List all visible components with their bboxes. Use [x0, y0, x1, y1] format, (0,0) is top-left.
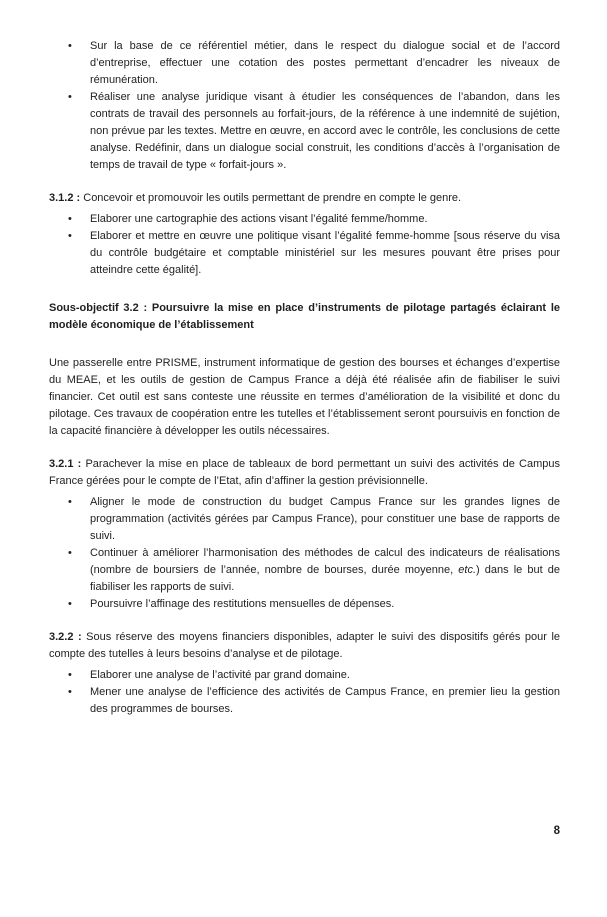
- list-item-text: Aligner le mode de construction du budget Campus France sur les grandes lignes de programmation (activités gérées par Campus France), pour constituer une base de rapports de suivi.: [90, 496, 560, 542]
- list-item-text: Sur la base de ce référentiel métier, dans le respect du dialogue social et de l’accord d’entreprise, effectuer une cotation des postes permettant d’encadrer les niveaux de rémunération.: [90, 40, 560, 86]
- list-item-text: Elaborer et mettre en œuvre une politique visant l’égalité femme-homme [sous réserve du visa du contrôle budgétaire et comptable ministériel sur les mesures pouvant être prises pour atteindre cette égalité].: [90, 230, 560, 276]
- section-312: [49, 190, 560, 279]
- list-item: [68, 596, 560, 613]
- page-number: 8: [553, 825, 560, 837]
- list-item: [68, 228, 560, 279]
- paragraph-text: Parachever la mise en place de tableaux de bord permettant un suivi des activités de Campus France gérées pour le compte de l’Etat, afin d’affiner la gestion prévisionnelle.: [49, 458, 560, 487]
- paragraph-number: 3.1.2 :: [49, 192, 81, 204]
- paragraph-text: Sous réserve des moyens financiers disponibles, adapter le suivi des dispositifs gérés pour le compte des tutelles à leurs besoins d’analyse et de pilotage.: [49, 631, 561, 660]
- bullet-icon: •: [68, 213, 72, 225]
- paragraph-prisme: Une passerelle entre PRISME, instrument informatique de gestion des bourses et échanges d’expertise du MEAE, et les outils de gestion de Campus France a déjà été réalisée afin de fiabiliser le suivi financier. Cet outil est sans conteste une réussite en termes d’amélioration de la visibilité et donc du pilotage. Ces travaux de coopération entre les tutelles et l’établissement seront poursuivis en fonction de la capacité financière à développer les outils nécessaires.: [49, 357, 560, 437]
- list-item-text: Réaliser une analyse juridique visant à étudier les conséquences de l’abandon, dans les contrats de travail des personnels au forfait-jours, de la référence à une indemnité de sujétion, non prévue par les textes. Mettre en œuvre, en accord avec le contrôle, les conclusions de cette analyse. Redéfinir, dans un dialogue social construit, les conditions d’accès à l’organisation de temps de travail de type « forfait-jours ».: [90, 91, 560, 171]
- bullet-icon: •: [68, 669, 72, 681]
- list-item-text: Mener une analyse de l’efficience des activités de Campus France, en premier lieu la gestion des programmes de bourses.: [90, 686, 560, 715]
- list-item: [68, 38, 560, 89]
- paragraph-number: 3.2.2 :: [49, 631, 82, 643]
- list-item-text: Elaborer une cartographie des actions visant l’égalité femme/homme.: [90, 213, 428, 225]
- bullet-list-322: [49, 667, 560, 718]
- bullet-list-321: [49, 494, 560, 613]
- list-item-text: Elaborer une analyse de l’activité par grand domaine.: [90, 669, 350, 681]
- bullet-icon: •: [68, 40, 72, 52]
- bullet-icon: •: [68, 91, 72, 103]
- bullet-icon: •: [68, 547, 72, 559]
- list-item: [68, 89, 560, 174]
- bullet-icon: •: [68, 496, 72, 508]
- bullet-list-312: [49, 211, 560, 279]
- bullet-icon: •: [68, 686, 72, 698]
- list-item: [68, 545, 560, 596]
- list-item-text: [90, 547, 560, 593]
- subobjective-heading: Sous-objectif 3.2 : Poursuivre la mise en place d’instruments de pilotage partagés éclairant le modèle économique de l’établissement: [49, 302, 560, 331]
- list-item-text-post: ) dans le but de fiabiliser les rapports de suivi.: [90, 564, 560, 593]
- list-item-text-italic: etc.: [458, 564, 477, 576]
- bullet-icon: •: [68, 230, 72, 242]
- paragraph-text: Concevoir et promouvoir les outils permettant de prendre en compte le genre.: [80, 192, 462, 204]
- paragraph-321: [49, 456, 560, 490]
- section-321: [49, 456, 560, 613]
- section-322: [49, 629, 560, 718]
- list-item: [68, 667, 560, 684]
- paragraph-number: 3.2.1 :: [49, 458, 82, 470]
- list-item: [68, 211, 560, 228]
- paragraph-322: [49, 629, 560, 663]
- paragraph-312: [49, 190, 560, 207]
- bullet-list-311: [49, 38, 560, 174]
- bullet-icon: •: [68, 598, 72, 610]
- list-item: [68, 494, 560, 545]
- list-item-text-pre: Continuer à améliorer l’harmonisation des méthodes de calcul des indicateurs de réalisations (nombre de boursiers de l’année, nombre de bourses, durée moyenne,: [90, 547, 560, 576]
- list-item: [68, 684, 560, 718]
- list-item-text: Poursuivre l’affinage des restitutions mensuelles de dépenses.: [90, 598, 395, 610]
